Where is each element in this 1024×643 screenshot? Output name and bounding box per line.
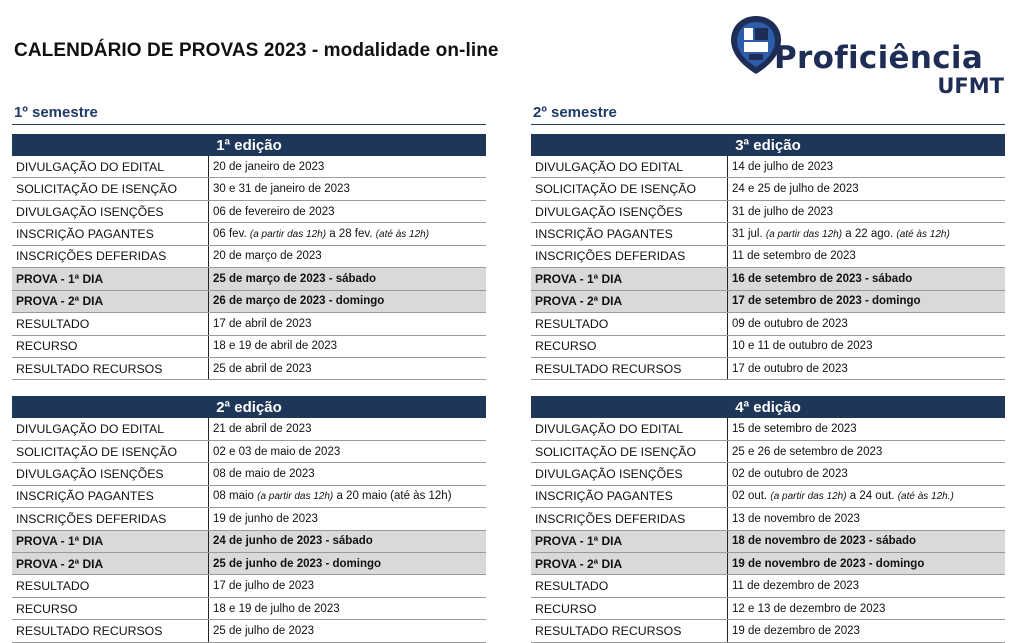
date-text: 06 fev.: [213, 228, 250, 241]
row-label: RESULTADO: [531, 575, 728, 597]
time-note: (a partir das 12h): [257, 491, 334, 503]
edition-heading: 2ª edição: [12, 396, 486, 418]
date-text: a 24 out.: [846, 490, 898, 503]
date-text: a 28 fev.: [326, 228, 376, 241]
table-row: [531, 178, 1005, 200]
row-value: 24 de junho de 2023 - sábado: [209, 530, 487, 552]
row-label: RECURSO: [12, 335, 209, 357]
table-row: [531, 440, 1005, 462]
row-label: DIVULGAÇÃO ISENÇÕES: [531, 200, 728, 222]
row-value: 25 de julho de 2023: [209, 620, 487, 642]
row-value: 18 e 19 de abril de 2023: [209, 335, 487, 357]
row-label: SOLICITAÇÃO DE ISENÇÃO: [12, 440, 209, 462]
table-row: [12, 268, 486, 290]
table-row: [531, 335, 1005, 357]
row-value: [728, 223, 1006, 245]
logo-wordmark: Proficiência: [774, 40, 984, 76]
table-row: [12, 245, 486, 267]
table-row: [531, 575, 1005, 597]
row-label: INSCRIÇÃO PAGANTES: [531, 223, 728, 245]
row-value: 20 de março de 2023: [209, 245, 487, 267]
row-label: DIVULGAÇÃO ISENÇÕES: [12, 463, 209, 485]
semester-heading: 2º semestre: [531, 104, 1005, 125]
table-row: [12, 357, 486, 379]
row-value: 11 de setembro de 2023: [728, 245, 1006, 267]
row-label: PROVA - 2ª DIA: [12, 290, 209, 312]
row-value: 14 de julho de 2023: [728, 156, 1006, 178]
row-value: 17 de setembro de 2023 - domingo: [728, 290, 1006, 312]
row-value: 15 de setembro de 2023: [728, 418, 1006, 440]
row-label: SOLICITAÇÃO DE ISENÇÃO: [531, 440, 728, 462]
table-row: [531, 268, 1005, 290]
row-label: PROVA - 2ª DIA: [12, 553, 209, 575]
row-value: 17 de abril de 2023: [209, 313, 487, 335]
table-row: [531, 290, 1005, 312]
row-value: 25 de abril de 2023: [209, 357, 487, 379]
page-title: CALENDÁRIO DE PROVAS 2023 - modalidade on-line: [14, 40, 499, 61]
row-label: DIVULGAÇÃO DO EDITAL: [12, 156, 209, 178]
row-value: 13 de novembro de 2023: [728, 508, 1006, 530]
time-note: (a partir das 12h): [765, 229, 843, 241]
table-row: [12, 418, 486, 440]
table-row: [531, 357, 1005, 379]
row-label: SOLICITAÇÃO DE ISENÇÃO: [531, 178, 728, 200]
row-value: 19 de novembro de 2023 - domingo: [728, 553, 1006, 575]
table-row: [531, 200, 1005, 222]
semester-heading: 1º semestre: [12, 104, 486, 125]
table-row: [531, 418, 1005, 440]
table-row: [12, 463, 486, 485]
row-value: 20 de janeiro de 2023: [209, 156, 487, 178]
row-value: 06 de fevereiro de 2023: [209, 200, 487, 222]
date-text: 31 jul.: [732, 228, 766, 241]
row-value: 18 de novembro de 2023 - sábado: [728, 530, 1006, 552]
row-value: 09 de outubro de 2023: [728, 313, 1006, 335]
row-label: PROVA - 1ª DIA: [531, 530, 728, 552]
table-row: [531, 463, 1005, 485]
row-label: INSCRIÇÃO PAGANTES: [12, 223, 209, 245]
row-label: PROVA - 2ª DIA: [531, 553, 728, 575]
logo-subtitle: UFMT: [937, 74, 1004, 98]
edition-3-table: [531, 134, 1005, 380]
time-note: (até às 12h): [896, 229, 950, 241]
table-row: [12, 223, 486, 245]
table-row: [12, 335, 486, 357]
row-value: 31 de julho de 2023: [728, 200, 1006, 222]
row-label: INSCRIÇÕES DEFERIDAS: [12, 508, 209, 530]
time-note: (a partir das 12h): [249, 229, 327, 241]
semester-2-column: [531, 104, 1005, 643]
row-value: 16 de setembro de 2023 - sábado: [728, 268, 1006, 290]
row-label: DIVULGAÇÃO ISENÇÕES: [12, 200, 209, 222]
row-label: RESULTADO RECURSOS: [12, 357, 209, 379]
table-row: [12, 290, 486, 312]
row-label: RESULTADO: [531, 313, 728, 335]
row-value: [209, 223, 487, 245]
row-value: 12 e 13 de dezembro de 2023: [728, 597, 1006, 619]
table-row: [531, 485, 1005, 507]
time-note: (até às 12h.): [897, 491, 954, 503]
row-label: RESULTADO RECURSOS: [12, 620, 209, 642]
row-value: 18 e 19 de julho de 2023: [209, 597, 487, 619]
table-row: [12, 508, 486, 530]
semester-1-column: [12, 104, 486, 643]
row-label: RECURSO: [12, 597, 209, 619]
table-row: [12, 178, 486, 200]
row-value: 24 e 25 de julho de 2023: [728, 178, 1006, 200]
row-value: 21 de abril de 2023: [209, 418, 487, 440]
edition-2-table: [12, 396, 486, 642]
table-row: [12, 575, 486, 597]
row-label: INSCRIÇÕES DEFERIDAS: [531, 508, 728, 530]
row-value: 08 de maio de 2023: [209, 463, 487, 485]
table-row: [531, 508, 1005, 530]
row-value: [728, 485, 1006, 507]
row-label: PROVA - 1ª DIA: [12, 530, 209, 552]
table-row: [531, 313, 1005, 335]
row-value: 25 e 26 de setembro de 2023: [728, 440, 1006, 462]
table-row: [12, 156, 486, 178]
table-row: [12, 313, 486, 335]
date-text: a 22 ago.: [842, 228, 897, 241]
table-row: [12, 200, 486, 222]
table-row: [531, 223, 1005, 245]
edition-heading: 3ª edição: [531, 134, 1005, 156]
row-value: 19 de junho de 2023: [209, 508, 487, 530]
table-row: [531, 597, 1005, 619]
row-label: RECURSO: [531, 335, 728, 357]
row-value: 19 de dezembro de 2023: [728, 620, 1006, 642]
table-row: [531, 553, 1005, 575]
row-label: INSCRIÇÃO PAGANTES: [531, 485, 728, 507]
row-label: RESULTADO RECURSOS: [531, 620, 728, 642]
row-label: INSCRIÇÕES DEFERIDAS: [12, 245, 209, 267]
date-text: 08 maio: [213, 490, 258, 503]
row-label: RESULTADO RECURSOS: [531, 357, 728, 379]
time-note: (até às 12h): [375, 229, 430, 241]
table-row: [531, 245, 1005, 267]
row-value: 26 de março de 2023 - domingo: [209, 290, 487, 312]
row-value: 17 de julho de 2023: [209, 575, 487, 597]
row-label: PROVA - 1ª DIA: [12, 268, 209, 290]
row-label: PROVA - 1ª DIA: [531, 268, 728, 290]
edition-heading: 1ª edição: [12, 134, 486, 156]
row-value: 25 de março de 2023 - sábado: [209, 268, 487, 290]
row-value: 02 de outubro de 2023: [728, 463, 1006, 485]
proficiencia-ufmt-logo: [728, 14, 1018, 96]
row-label: RESULTADO: [12, 575, 209, 597]
row-label: RECURSO: [531, 597, 728, 619]
row-value: [209, 485, 487, 507]
row-value: 17 de outubro de 2023: [728, 357, 1006, 379]
table-row: [12, 620, 486, 642]
row-label: SOLICITAÇÃO DE ISENÇÃO: [12, 178, 209, 200]
row-label: DIVULGAÇÃO DO EDITAL: [531, 418, 728, 440]
date-text: a 20 maio (até às 12h): [333, 490, 452, 503]
date-text: 02 out.: [732, 490, 771, 503]
row-label: DIVULGAÇÃO DO EDITAL: [531, 156, 728, 178]
row-label: PROVA - 2ª DIA: [531, 290, 728, 312]
row-value: 30 e 31 de janeiro de 2023: [209, 178, 487, 200]
edition-heading: 4ª edição: [531, 396, 1005, 418]
table-row: [12, 440, 486, 462]
table-row: [12, 597, 486, 619]
row-value: 25 de junho de 2023 - domingo: [209, 553, 487, 575]
table-row: [12, 553, 486, 575]
row-value: 10 e 11 de outubro de 2023: [728, 335, 1006, 357]
edition-4-table: [531, 396, 1005, 642]
table-row: [531, 530, 1005, 552]
row-label: DIVULGAÇÃO ISENÇÕES: [531, 463, 728, 485]
row-label: DIVULGAÇÃO DO EDITAL: [12, 418, 209, 440]
row-value: 11 de dezembro de 2023: [728, 575, 1006, 597]
time-note: (a partir das 12h): [770, 491, 847, 503]
row-label: RESULTADO: [12, 313, 209, 335]
edition-1-table: [12, 134, 486, 380]
table-row: [12, 485, 486, 507]
row-value: 02 e 03 de maio de 2023: [209, 440, 487, 462]
table-row: [531, 156, 1005, 178]
row-label: INSCRIÇÕES DEFERIDAS: [531, 245, 728, 267]
table-row: [12, 530, 486, 552]
table-row: [531, 620, 1005, 642]
row-label: INSCRIÇÃO PAGANTES: [12, 485, 209, 507]
